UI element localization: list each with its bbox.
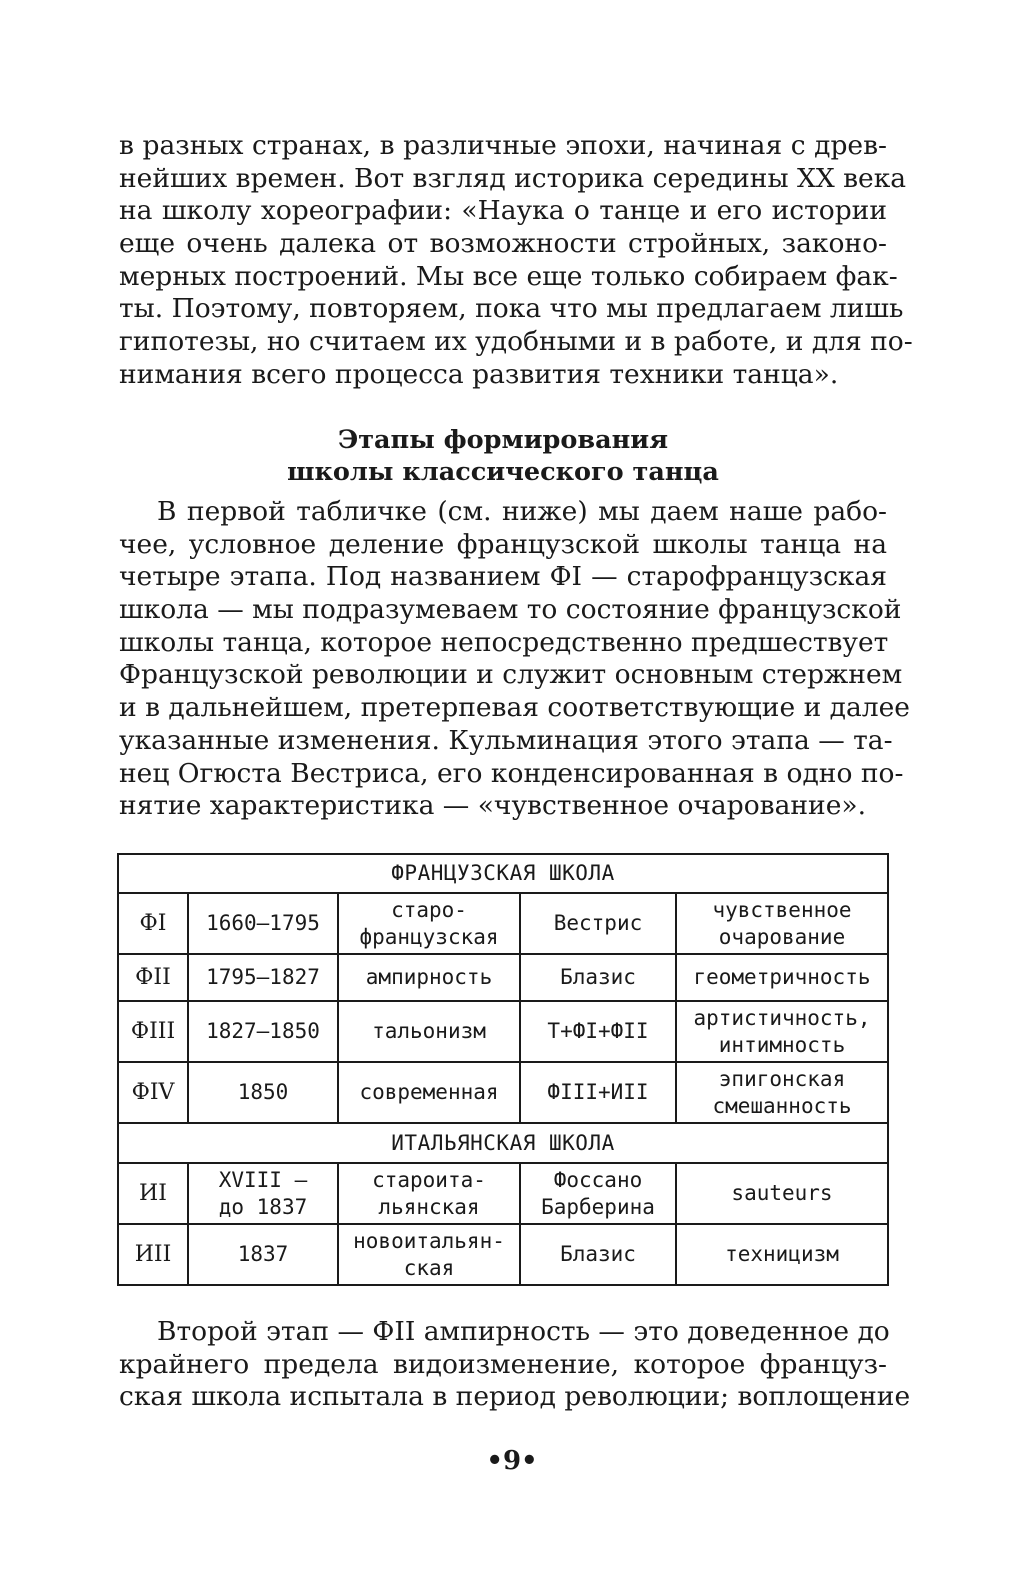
italian-school-header: ИТАЛЬЯНСКАЯ ШКОЛА <box>118 1123 888 1163</box>
text-line: ты. Поэтому, повторяем, пока что мы предлагаем лишь <box>119 293 904 325</box>
table-cell: sauteurs <box>676 1163 888 1224</box>
section-heading <box>119 424 887 488</box>
paragraph-intro <box>119 130 913 392</box>
table-cell: геометричность <box>676 954 888 1001</box>
table-cell: староита- льянская <box>338 1163 520 1224</box>
paragraph-stages <box>119 496 910 823</box>
table-cell: тальонизм <box>338 1001 520 1062</box>
table-cell: ФIII+ИII <box>520 1062 676 1123</box>
paragraph-second-stage <box>119 1316 911 1414</box>
table-row <box>118 1062 888 1123</box>
table-cell: XVIII — до 1837 <box>188 1163 338 1224</box>
text-line: четыре этапа. Под названием ФI — старофранцузская <box>119 561 887 593</box>
table-row <box>118 1001 888 1062</box>
heading-line: Этапы формирования <box>337 425 669 455</box>
text-line: в разных странах, в различные эпохи, начиная с древ- <box>119 130 887 161</box>
text-line: нимания всего процесса развития техники танца». <box>119 358 839 390</box>
table-row <box>118 893 888 954</box>
school-stages-table <box>117 853 889 1286</box>
text-line: Второй этап — ФII ампирность — это доведенное до <box>157 1316 890 1347</box>
text-line: школы танца, которое непосредственно предшествует <box>119 626 889 658</box>
table-cell: ИII <box>118 1224 188 1285</box>
table-cell: современная <box>338 1062 520 1123</box>
table-cell: ФII <box>118 954 188 1001</box>
text-line: Французской революции и служит основным стержнем <box>119 659 903 691</box>
table-row <box>118 954 888 1001</box>
table-row <box>118 1163 888 1224</box>
table-cell: Блазис <box>520 954 676 1001</box>
text-line: чее, условное деление французской школы танца на <box>119 528 887 560</box>
table-cell: 1837 <box>188 1224 338 1285</box>
french-school-header: ФРАНЦУЗСКАЯ ШКОЛА <box>118 854 888 893</box>
table-cell: Блазис <box>520 1224 676 1285</box>
text-line: и в дальнейшем, претерпевая соответствующие и далее <box>119 692 910 724</box>
table-cell: 1850 <box>188 1062 338 1123</box>
text-line: нятие характеристика — «чувственное очарование». <box>119 790 867 822</box>
table-cell: 1795–1827 <box>188 954 338 1001</box>
table-cell: чувственное очарование <box>676 893 888 954</box>
text-line: В первой табличке (см. ниже) мы даем наше рабо- <box>157 496 887 527</box>
heading-line: школы классического танца <box>287 457 719 487</box>
table-cell: ФIV <box>118 1062 188 1123</box>
table-cell: эпигонская смешанность <box>676 1062 888 1123</box>
page-number: •9• <box>486 1446 538 1476</box>
text-line: ская школа испытала в период революции; воплощение <box>119 1381 911 1413</box>
table-cell: старо- французская <box>338 893 520 954</box>
table-cell: Фоссано Барберина <box>520 1163 676 1224</box>
table-cell: 1660–1795 <box>188 893 338 954</box>
table-cell: ИI <box>118 1163 188 1224</box>
text-line: школа — мы подразумеваем то состояние французской <box>119 594 902 626</box>
text-line: указанные изменения. Кульминация этого этапа — та- <box>119 724 893 756</box>
table-cell: новоитальян- ская <box>338 1224 520 1285</box>
text-line: мерных построений. Мы все еще только собираем фак- <box>119 260 898 292</box>
table-cell: артистичность, интимность <box>676 1001 888 1062</box>
table-cell: ампирность <box>338 954 520 1001</box>
text-line: нец Огюста Вестриса, его конденсированная в одно по- <box>119 757 904 789</box>
table-cell: 1827–1850 <box>188 1001 338 1062</box>
table-row <box>118 1224 888 1285</box>
table-cell: техницизм <box>676 1224 888 1285</box>
text-line: крайнего предела видоизменение, которое француз- <box>119 1348 887 1380</box>
table-cell: ФIII <box>118 1001 188 1062</box>
text-line: нейших времен. Вот взгляд историка середины XX века <box>119 162 907 194</box>
text-line: гипотезы, но считаем их удобными и в работе, и для по- <box>119 326 913 358</box>
text-line: на школу хореографии: «Наука о танце и его истории <box>119 195 887 227</box>
table-cell: Вестрис <box>520 893 676 954</box>
text-line: еще очень далека от возможности стройных, законо- <box>119 228 887 260</box>
table-cell: Т+ФI+ФII <box>520 1001 676 1062</box>
table-cell: ФI <box>118 893 188 954</box>
